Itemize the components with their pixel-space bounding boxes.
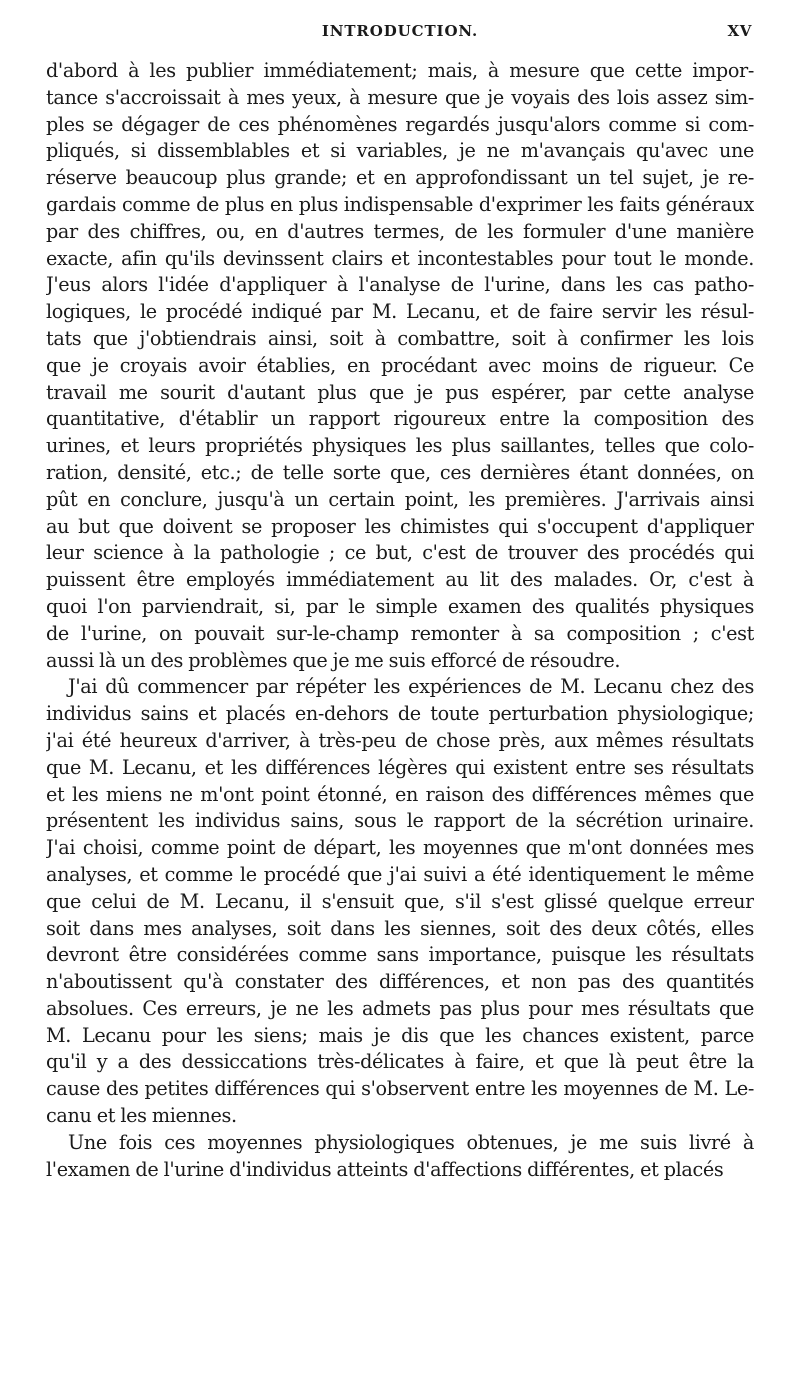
text-line: puissent être employés immédiatement au lit des malades. Or, c'est à xyxy=(46,568,754,592)
body-text xyxy=(46,58,754,1183)
text-line: pliqués, si dissemblables et si variables, je ne m'avançais qu'avec une xyxy=(46,139,754,163)
text-line: au but que doivent se proposer les chimistes qui s'occupent d'appliquer xyxy=(46,514,754,538)
text-line: j'ai été heureux d'arriver, à très-peu de chose près, aux mêmes résultats xyxy=(46,728,754,752)
text-line: canu et les miennes. xyxy=(46,1104,237,1128)
text-line: gardais comme de plus en plus indispensable d'exprimer les faits généraux xyxy=(46,192,754,216)
text-line: individus sains et placés en-dehors de toute perturbation physiologique; xyxy=(46,702,754,726)
text-line: que je croyais avoir établies, en procédant avec moins de rigueur. Ce xyxy=(46,353,754,377)
text-line: urines, et leurs propriétés physiques les plus saillantes, telles que colo- xyxy=(46,434,754,458)
text-line: leur science à la pathologie ; ce but, c'est de trouver des procédés qui xyxy=(46,541,754,565)
text-line: ration, densité, etc.; de telle sorte que, ces dernières étant données, on xyxy=(46,460,754,484)
text-line: exacte, afin qu'ils devinssent clairs et incontestables pour tout le monde. xyxy=(46,246,754,270)
running-header xyxy=(46,14,754,58)
text-line: aussi là un des problèmes que je me suis efforcé de résoudre. xyxy=(46,648,621,672)
text-line: devront être considérées comme sans importance, puisque les résultats xyxy=(46,943,754,967)
text-line: d'abord à les publier immédiatement; mais, à mesure que cette impor- xyxy=(46,59,754,82)
running-title: INTRODUCTION. xyxy=(321,22,479,40)
text-line: de l'urine, on pouvait sur-le-champ remonter à sa composition ; c'est xyxy=(46,621,754,645)
text-line: et les miens ne m'ont point étonné, en raison des différences mêmes que xyxy=(46,782,754,806)
text-line: que celui de M. Lecanu, il s'ensuit que, s'il s'est glissé quelque erreur xyxy=(46,889,754,913)
text-line: quoi l'on parviendrait, si, par le simple examen des qualités physiques xyxy=(46,594,754,618)
text-line: quantitative, d'établir un rapport rigoureux entre la composition des xyxy=(46,407,754,431)
text-line: tats que j'obtiendrais ainsi, soit à combattre, soit à confirmer les lois xyxy=(46,326,754,350)
text-line: n'aboutissent qu'à constater des différences, et non pas des quantités xyxy=(46,970,754,994)
book-page xyxy=(46,14,754,1380)
text-line: logiques, le procédé indiqué par M. Lecanu, et de faire servir les résul- xyxy=(46,300,754,324)
text-line: M. Lecanu pour les siens; mais je dis que les chances existent, parce xyxy=(46,1023,754,1047)
text-line: Une fois ces moyennes physiologiques obtenues, je me suis livré à xyxy=(68,1130,754,1154)
text-line: l'examen de l'urine d'individus atteints d'affections différentes, et placés xyxy=(46,1157,724,1181)
text-line: J'ai choisi, comme point de départ, les moyennes que m'ont données mes xyxy=(46,836,754,860)
paragraph xyxy=(46,674,754,1130)
text-line: qu'il y a des dessiccations très-délicates à faire, et que là peut être la xyxy=(46,1050,754,1074)
text-line: analyses, et comme le procédé que j'ai suivi a été identiquement le même xyxy=(46,862,754,886)
text-line: J'ai dû commencer par répéter les expériences de M. Lecanu chez des xyxy=(68,675,754,699)
text-line: travail me sourit d'autant plus que je pus espérer, par cette analyse xyxy=(46,380,754,404)
text-line: cause des petites différences qui s'observent entre les moyennes de M. Le- xyxy=(46,1077,754,1101)
paragraph xyxy=(46,1130,754,1184)
text-line: pût en conclure, jusqu'à un certain point, les premières. J'arrivais ainsi xyxy=(46,487,754,511)
page-number: XV xyxy=(727,22,752,40)
text-line: que M. Lecanu, et les différences légères qui existent entre ses résultats xyxy=(46,755,754,779)
text-line: J'eus alors l'idée d'appliquer à l'analyse de l'urine, dans les cas patho- xyxy=(46,273,754,297)
text-line: ples se dégager de ces phénomènes regardés jusqu'alors comme si com- xyxy=(46,112,754,136)
text-line: présentent les individus sains, sous le rapport de la sécrétion urinaire. xyxy=(46,809,754,833)
text-line: tance s'accroissait à mes yeux, à mesure que je voyais des lois assez sim- xyxy=(46,85,754,109)
text-line: soit dans mes analyses, soit dans les siennes, soit des deux côtés, elles xyxy=(46,916,754,940)
text-line: par des chiffres, ou, en d'autres termes, de les formuler d'une manière xyxy=(46,219,754,243)
text-line: réserve beaucoup plus grande; et en approfondissant un tel sujet, je re- xyxy=(46,166,754,190)
text-line: absolues. Ces erreurs, je ne les admets pas plus pour mes résultats que xyxy=(46,996,754,1020)
paragraph xyxy=(46,58,754,674)
